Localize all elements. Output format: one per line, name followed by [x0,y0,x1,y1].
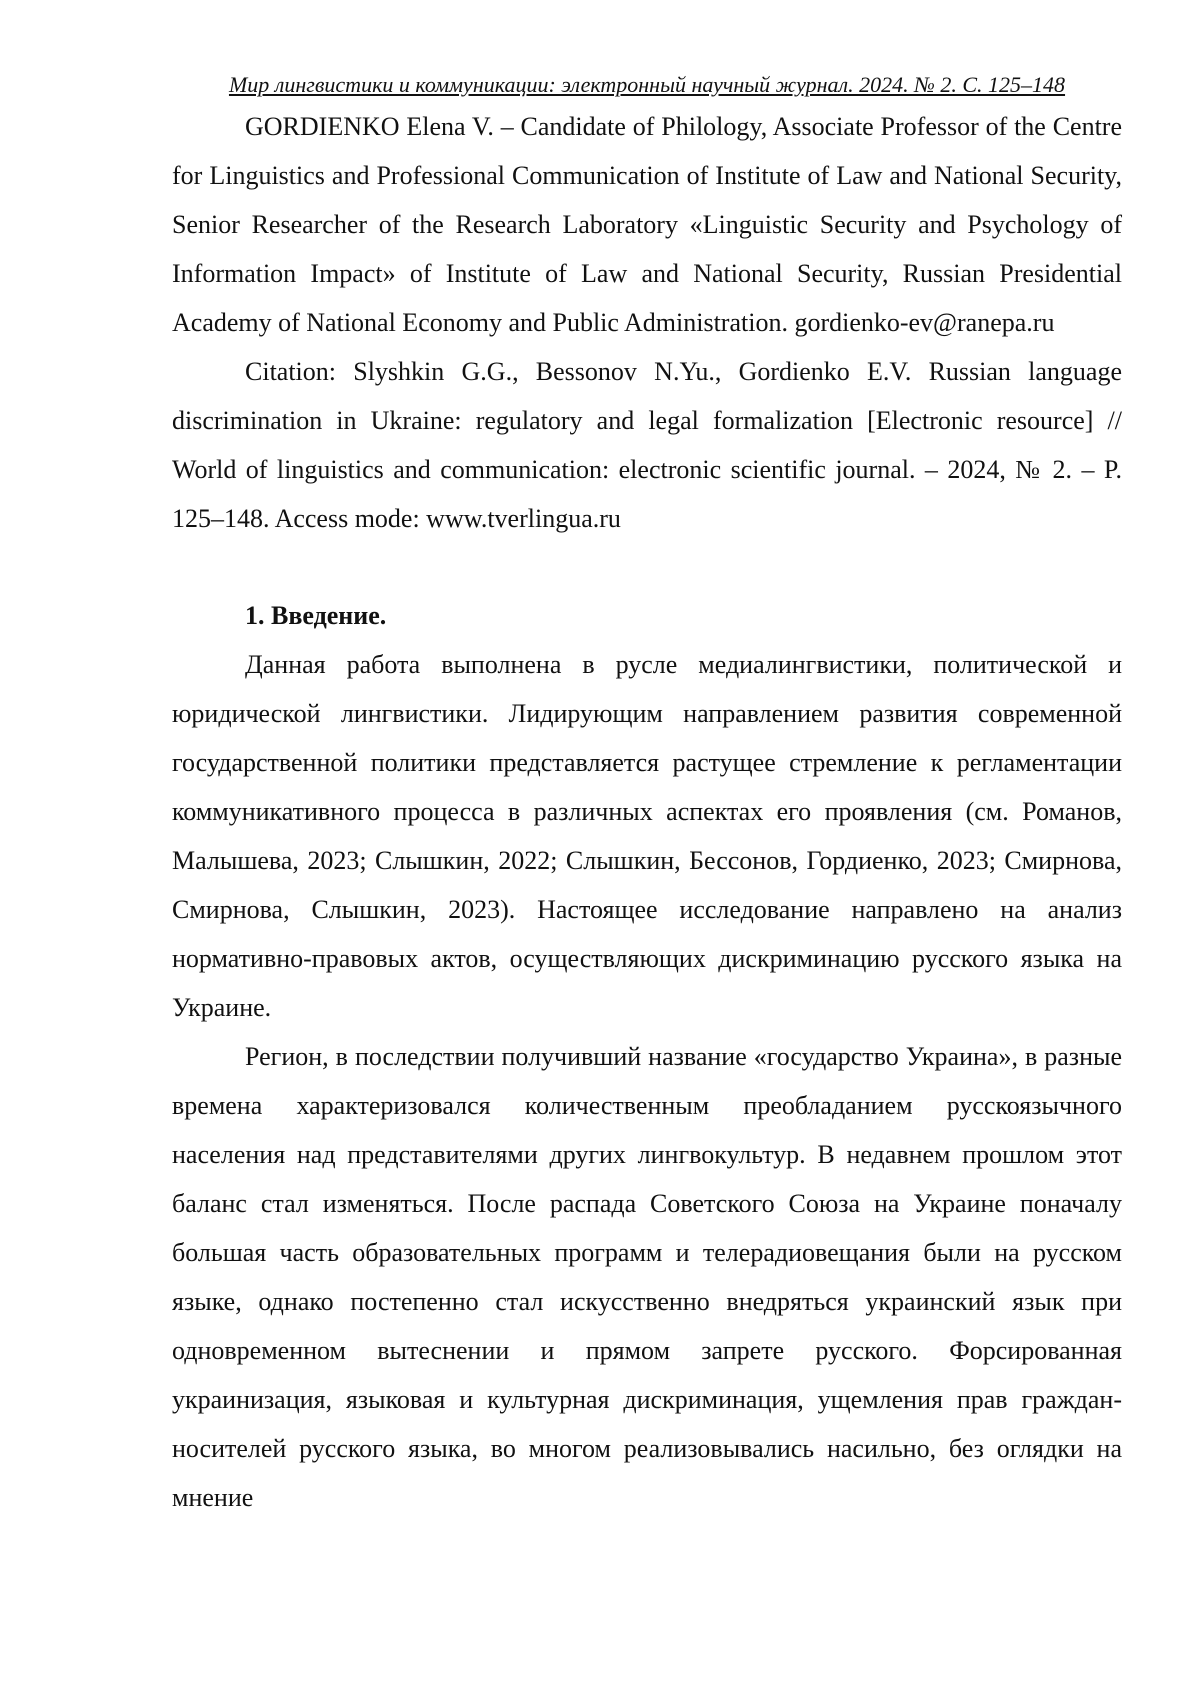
journal-running-header: Мир лингвистики и коммуникации: электронный научный журнал. 2024. № 2. С. 125–148 [228,72,1066,97]
body-paragraph-2: Регион, в последствии получивший название «государство Украина», в разные времена характеризовался количественным преобладанием русскоязычного населения над представителями других лингвокультур. В недавнем прошлом этот баланс стал изменяться. После распада Советского Союза на Украине поначалу большая часть образовательных программ и телерадиовещания были на русском языке, однако постепенно стал искусственно внедряться украинский язык при одновременном вытеснении и прямом запрете русского. Форсированная украинизация, языковая и культурная дискриминация, ущемления прав граждан-носителей русского языка, во многом реализовывались насильно, без оглядки на мнение [172,1042,1122,1512]
section-spacer [172,543,1122,591]
document-page [172,70,1122,1522]
author-info-paragraph: GORDIENKO Elena V. – Candidate of Philology, Associate Professor of the Centre for Linguistics and Professional Communication of Institute of Law and National Security, Senior Researcher of the Research Laboratory «Linguistic Security and Psychology of Information Impact» of Institute of Law and National Security, Russian Presidential Academy of National Economy and Public Administration. gordienko-ev@ranepa.ru [172,112,1122,337]
citation-paragraph: Citation: Slyshkin G.G., Bessonov N.Yu., Gordienko E.V. Russian language discrimination in Ukraine: regulatory and legal formalization [Electronic resource] // World of linguistics and communication: electronic scientific journal. – 2024, № 2. – P. 125–148. Access mode: www.tverlingua.ru [172,357,1122,533]
section-heading: 1. Введение. [245,601,387,630]
body-paragraph-1: Данная работа выполнена в русле медиалингвистики, политической и юридической лингвистики. Лидирующим направлением развития современной государственной политики представляется растущее стремление к регламентации коммуникативного процесса в различных аспектах его проявления (см. Романов, Малышева, 2023; Слышкин, 2022; Слышкин, Бессонов, Гордиенко, 2023; Смирнова, Смирнова, Слышкин, 2023). Настоящее исследование направлено на анализ нормативно-правовых актов, осуществляющих дискриминацию русского языка на Украине. [172,650,1122,1022]
